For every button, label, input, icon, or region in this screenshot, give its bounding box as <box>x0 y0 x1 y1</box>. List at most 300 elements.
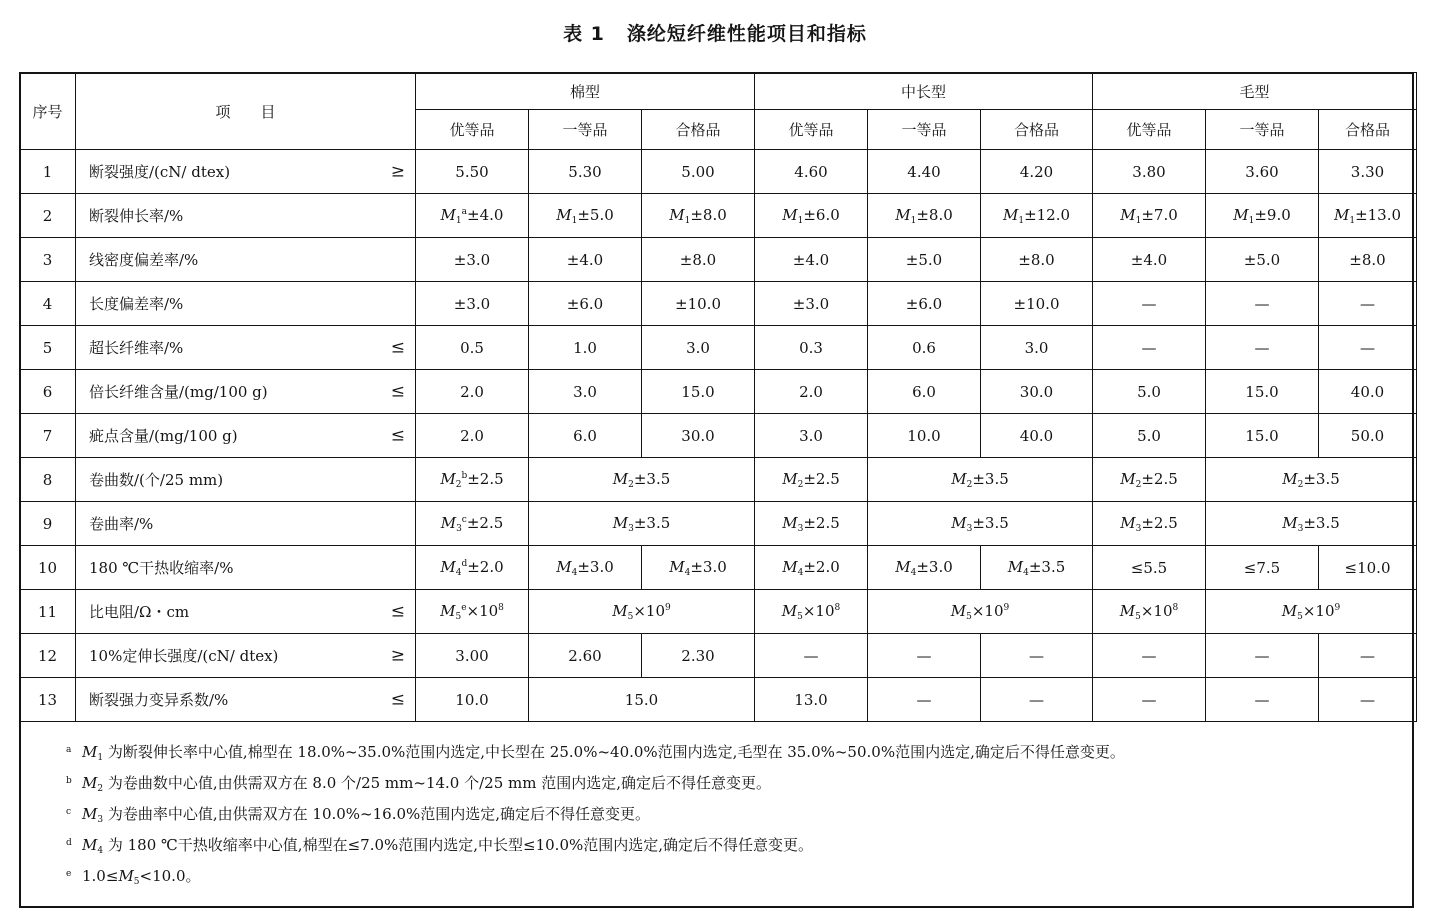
comparator: ≤ <box>390 689 405 710</box>
row-item <box>76 150 416 194</box>
value-cell <box>416 502 529 546</box>
symbol: M <box>82 743 98 761</box>
value-cell: 3.0 <box>642 326 755 370</box>
value-cell: 0.6 <box>868 326 981 370</box>
value-cell: 3.0 <box>529 370 642 414</box>
row-number: 12 <box>20 634 76 678</box>
cell-value: ±2.5 <box>466 513 504 532</box>
symbol: M <box>612 601 628 620</box>
value-cell: 2.0 <box>755 370 868 414</box>
value-cell <box>642 194 755 238</box>
comparator: ≥ <box>390 645 405 666</box>
row-number: 1 <box>20 150 76 194</box>
row-number: 13 <box>20 678 76 722</box>
symbol-subscript: 1 <box>797 215 804 226</box>
symbol: M <box>612 469 629 488</box>
symbol: M <box>1282 513 1298 532</box>
row-number: 4 <box>20 282 76 326</box>
value-cell: — <box>1206 634 1319 678</box>
footnote-prefix: 1.0≤ <box>82 867 119 885</box>
cell-value: ±12.0 <box>1024 205 1071 224</box>
cell-value: ×10 <box>971 601 1004 620</box>
comparator: ≤ <box>390 381 405 402</box>
value-cell: ±4.0 <box>755 238 868 282</box>
symbol-subscript: 4 <box>797 567 804 578</box>
value-cell: 6.0 <box>868 370 981 414</box>
table-row <box>20 150 1417 194</box>
footnote-mark: c <box>461 514 467 525</box>
value-cell: ±4.0 <box>1093 238 1206 282</box>
header-group-midlength: 中长型 <box>755 73 1093 110</box>
cell-value: ±3.5 <box>1303 469 1340 488</box>
value-cell <box>529 458 755 502</box>
value-cell <box>416 458 529 502</box>
value-cell: ±3.0 <box>755 282 868 326</box>
symbol-subscript: 3 <box>97 815 104 825</box>
value-cell: 15.0 <box>642 370 755 414</box>
symbol: M <box>1281 601 1298 620</box>
value-cell: — <box>981 634 1093 678</box>
value-cell: — <box>1206 678 1319 722</box>
exponent: 8 <box>498 602 504 613</box>
symbol-subscript: 1 <box>684 215 691 226</box>
value-cell: — <box>868 678 981 722</box>
symbol: M <box>782 469 798 488</box>
cell-value: ±8.0 <box>690 205 727 224</box>
value-cell <box>868 194 981 238</box>
value-cell <box>755 546 868 590</box>
value-cell: 3.00 <box>416 634 529 678</box>
value-cell: ±5.0 <box>1206 238 1319 282</box>
value-cell: 2.60 <box>529 634 642 678</box>
cell-value: ×10 <box>1302 601 1335 620</box>
cell-value: ±2.5 <box>1141 513 1178 532</box>
value-cell <box>529 194 642 238</box>
value-cell: — <box>1093 282 1206 326</box>
value-cell <box>868 546 981 590</box>
value-cell <box>529 590 755 634</box>
symbol: M <box>895 557 911 576</box>
symbol-subscript: 5 <box>797 611 803 622</box>
symbol: M <box>782 513 798 532</box>
symbol: M <box>895 205 911 224</box>
footnote-mark: c <box>66 807 72 817</box>
item-label: 断裂强度/(cN/ dtex) <box>89 163 231 181</box>
value-cell: ±10.0 <box>642 282 755 326</box>
row-number: 11 <box>20 590 76 634</box>
value-cell: 4.60 <box>755 150 868 194</box>
value-cell: ±5.0 <box>868 238 981 282</box>
item-label: 比电阻/Ω・cm <box>89 603 190 621</box>
footnote <box>66 828 1396 859</box>
value-cell: 2.30 <box>642 634 755 678</box>
symbol-subscript: 2 <box>966 479 973 490</box>
row-item <box>76 326 416 370</box>
header-group-wool: 毛型 <box>1093 73 1417 110</box>
value-cell: 4.40 <box>868 150 981 194</box>
symbol-subscript: 1 <box>1018 215 1025 226</box>
value-cell: — <box>1093 326 1206 370</box>
footnote-mark: b <box>461 470 468 481</box>
row-item <box>76 370 416 414</box>
value-cell: — <box>1319 282 1417 326</box>
value-cell: ≤10.0 <box>1319 546 1417 590</box>
symbol-subscript: 2 <box>97 784 104 794</box>
table-row <box>20 414 1417 458</box>
comparator: ≤ <box>390 337 405 358</box>
exponent: 9 <box>665 602 671 613</box>
footnote-text: 为断裂伸长率中心值,棉型在 18.0%~35.0%范围内选定,中长型在 25.0%~40.0%范围内选定,毛型在 35.0%~50.0%范围内选定,确定后不得任意变更。 <box>103 743 1125 761</box>
footnote-mark: b <box>66 776 72 786</box>
cell-value: ±8.0 <box>916 205 953 224</box>
footnote-text: 为卷曲数中心值,由供需双方在 8.0 个/25 mm~14.0 个/25 mm 范围内选定,确定后不得任意变更。 <box>103 774 772 792</box>
symbol: M <box>1120 513 1136 532</box>
value-cell: — <box>1093 678 1206 722</box>
symbol-subscript: 3 <box>1297 523 1304 534</box>
value-cell: 40.0 <box>981 414 1093 458</box>
symbol-subscript: 1 <box>1135 215 1142 226</box>
symbol: M <box>1119 601 1136 620</box>
value-cell <box>642 546 755 590</box>
value-cell <box>1093 194 1206 238</box>
value-cell <box>416 546 529 590</box>
cell-value: ±6.0 <box>803 205 840 224</box>
row-item <box>76 678 416 722</box>
row-number: 5 <box>20 326 76 370</box>
symbol-subscript: 4 <box>1023 567 1029 578</box>
symbol-subscript: 1 <box>97 753 104 763</box>
symbol: M <box>82 774 98 792</box>
value-cell <box>1093 458 1206 502</box>
item-label: 断裂强力变异系数/% <box>89 691 229 709</box>
item-label: 线密度偏差率/% <box>89 251 199 269</box>
cell-value: ±5.0 <box>577 205 614 224</box>
value-cell: 15.0 <box>1206 414 1319 458</box>
symbol-subscript: 4 <box>910 567 917 578</box>
symbol-subscript: 4 <box>684 567 691 578</box>
symbol: M <box>82 836 98 854</box>
value-cell: 5.0 <box>1093 414 1206 458</box>
symbol: M <box>1233 205 1249 224</box>
symbol: M <box>781 601 798 620</box>
value-cell <box>981 546 1093 590</box>
row-number: 9 <box>20 502 76 546</box>
symbol: M <box>782 205 798 224</box>
footnote-text: 为卷曲率中心值,由供需双方在 10.0%~16.0%范围内选定,确定后不得任意变更。 <box>103 805 651 823</box>
symbol-subscript: 5 <box>627 611 634 622</box>
value-cell: 50.0 <box>1319 414 1417 458</box>
symbol: M <box>440 469 456 488</box>
symbol-subscript: 4 <box>455 567 462 578</box>
row-item <box>76 238 416 282</box>
table-row <box>20 238 1417 282</box>
header-grade: 合格品 <box>642 110 755 150</box>
header-item: 项 目 <box>76 73 416 150</box>
value-cell: ±8.0 <box>981 238 1093 282</box>
value-cell <box>755 502 868 546</box>
value-cell <box>529 546 642 590</box>
value-cell <box>755 458 868 502</box>
cell-value: ±2.5 <box>1141 469 1178 488</box>
value-cell <box>1206 502 1417 546</box>
value-cell: 15.0 <box>529 678 755 722</box>
value-cell: 0.3 <box>755 326 868 370</box>
footnote <box>66 766 1396 797</box>
cell-value: ×10 <box>466 601 499 620</box>
cell-value: ±2.5 <box>803 513 840 532</box>
value-cell: — <box>1319 678 1417 722</box>
value-cell: 30.0 <box>642 414 755 458</box>
value-cell: 30.0 <box>981 370 1093 414</box>
value-cell: — <box>981 678 1093 722</box>
header-grade: 合格品 <box>1319 110 1417 150</box>
header-group-cotton: 棉型 <box>416 73 755 110</box>
symbol-subscript: 5 <box>1135 611 1141 622</box>
cell-value: ×10 <box>633 601 665 620</box>
footnote <box>66 735 1396 766</box>
cell-value: ±3.5 <box>1303 513 1340 532</box>
header-grade: 一等品 <box>868 110 981 150</box>
symbol-subscript: 3 <box>628 523 634 534</box>
value-cell: 1.0 <box>529 326 642 370</box>
value-cell <box>868 590 1093 634</box>
symbol-subscript: 1 <box>910 215 917 226</box>
value-cell: 3.0 <box>755 414 868 458</box>
symbol-subscript: 3 <box>456 523 462 534</box>
symbol: M <box>1282 469 1298 488</box>
symbol: M <box>440 557 456 576</box>
value-cell: — <box>1319 326 1417 370</box>
symbol: M <box>82 805 98 823</box>
symbol-subscript: 1 <box>1349 215 1356 226</box>
comparator: ≥ <box>390 161 405 182</box>
value-cell: 5.30 <box>529 150 642 194</box>
symbol-subscript: 5 <box>966 611 972 622</box>
item-label: 倍长纤维含量/(mg/100 g) <box>89 383 268 401</box>
symbol: M <box>1120 205 1136 224</box>
symbol-subscript: 3 <box>797 523 804 534</box>
symbol: M <box>440 205 456 224</box>
row-item <box>76 194 416 238</box>
value-cell: — <box>868 634 981 678</box>
header-grade: 一等品 <box>529 110 642 150</box>
symbol-subscript: 2 <box>455 479 462 490</box>
footnote-text: <10.0。 <box>139 867 201 885</box>
value-cell: ±3.0 <box>416 282 529 326</box>
header-grade: 优等品 <box>416 110 529 150</box>
header-grade: 优等品 <box>1093 110 1206 150</box>
value-cell: 10.0 <box>416 678 529 722</box>
footnote-mark: d <box>66 838 72 848</box>
row-number: 3 <box>20 238 76 282</box>
table-caption: 涤纶短纤维性能项目和指标 <box>626 23 867 45</box>
comparator: ≤ <box>390 601 405 622</box>
value-cell: — <box>1093 634 1206 678</box>
cell-value: ±3.5 <box>972 469 1009 488</box>
symbol: M <box>1120 469 1136 488</box>
symbol: M <box>556 205 572 224</box>
value-cell: 40.0 <box>1319 370 1417 414</box>
comparator: ≤ <box>390 425 405 446</box>
row-number: 6 <box>20 370 76 414</box>
symbol: M <box>1333 205 1350 224</box>
symbol: M <box>1007 557 1024 576</box>
item-label: 10%定伸长强度/(cN/ dtex) <box>89 647 279 665</box>
value-cell: — <box>755 634 868 678</box>
cell-value: ±7.0 <box>1141 205 1178 224</box>
value-cell: 2.0 <box>416 370 529 414</box>
value-cell: — <box>1206 282 1319 326</box>
value-cell: ≤5.5 <box>1093 546 1206 590</box>
table-row <box>20 590 1417 634</box>
item-label: 超长纤维率/% <box>89 339 184 357</box>
symbol: M <box>782 557 798 576</box>
cell-value: ±3.0 <box>577 557 614 576</box>
cell-value: ×10 <box>802 601 835 620</box>
value-cell: 2.0 <box>416 414 529 458</box>
symbol: M <box>556 557 572 576</box>
footnote-mark: a <box>66 745 72 755</box>
table-row <box>20 546 1417 590</box>
value-cell: 0.5 <box>416 326 529 370</box>
symbol-subscript: 2 <box>628 479 634 490</box>
row-item <box>76 282 416 326</box>
cell-value: ±3.5 <box>972 513 1009 532</box>
value-cell: 5.0 <box>1093 370 1206 414</box>
value-cell: ±4.0 <box>529 238 642 282</box>
value-cell: — <box>1319 634 1417 678</box>
footnote-mark: a <box>461 206 468 217</box>
value-cell <box>1206 194 1319 238</box>
item-label: 卷曲率/% <box>89 515 154 533</box>
symbol: M <box>612 513 629 532</box>
symbol: M <box>951 469 967 488</box>
value-cell <box>1319 194 1417 238</box>
cell-value: ×10 <box>1140 601 1173 620</box>
cell-value: ±3.5 <box>633 469 671 488</box>
header-grade: 合格品 <box>981 110 1093 150</box>
symbol: M <box>951 513 967 532</box>
symbol-subscript: 5 <box>133 877 140 887</box>
value-cell: 10.0 <box>868 414 981 458</box>
symbol: M <box>440 513 457 532</box>
value-cell <box>416 590 529 634</box>
cell-value: ±4.0 <box>467 205 504 224</box>
value-cell <box>1093 502 1206 546</box>
row-number: 7 <box>20 414 76 458</box>
cell-value: ±3.5 <box>1028 557 1066 576</box>
value-cell: ±10.0 <box>981 282 1093 326</box>
table-footnotes <box>66 735 1396 890</box>
value-cell <box>868 502 1093 546</box>
row-number: 2 <box>20 194 76 238</box>
row-item <box>76 546 416 590</box>
symbol-subscript: 5 <box>455 611 462 622</box>
symbol-subscript: 3 <box>966 523 973 534</box>
value-cell: 6.0 <box>529 414 642 458</box>
symbol-subscript: 2 <box>1297 479 1304 490</box>
value-cell: ±8.0 <box>1319 238 1417 282</box>
value-cell <box>416 194 529 238</box>
header-grade: 一等品 <box>1206 110 1319 150</box>
value-cell: 15.0 <box>1206 370 1319 414</box>
footnote <box>66 859 1396 890</box>
value-cell: 3.30 <box>1319 150 1417 194</box>
table-row <box>20 458 1417 502</box>
item-label: 180 ℃干热收缩率/% <box>89 559 234 577</box>
table-row <box>20 194 1417 238</box>
cell-value: ±3.0 <box>690 557 727 576</box>
item-label: 疵点含量/(mg/100 g) <box>89 427 238 445</box>
symbol-subscript: 2 <box>797 479 804 490</box>
cell-value: ±13.0 <box>1355 205 1402 224</box>
value-cell: ±6.0 <box>529 282 642 326</box>
value-cell: ±8.0 <box>642 238 755 282</box>
header-grade: 优等品 <box>755 110 868 150</box>
symbol-subscript: 2 <box>1135 479 1142 490</box>
table-row <box>20 370 1417 414</box>
exponent: 8 <box>1172 602 1179 613</box>
symbol: M <box>950 601 967 620</box>
item-label: 长度偏差率/% <box>89 295 184 313</box>
row-item <box>76 502 416 546</box>
symbol-subscript: 3 <box>1135 523 1142 534</box>
cell-value: ±3.0 <box>916 557 953 576</box>
table-row <box>20 326 1417 370</box>
cell-value: ±2.0 <box>467 557 504 576</box>
row-item <box>76 458 416 502</box>
footnote-mark: d <box>461 558 468 569</box>
cell-value: ±2.0 <box>803 557 840 576</box>
exponent: 8 <box>834 602 841 613</box>
value-cell <box>1093 590 1206 634</box>
value-cell <box>1206 590 1417 634</box>
table-row <box>20 282 1417 326</box>
symbol-subscript: 1 <box>455 215 462 226</box>
value-cell <box>981 194 1093 238</box>
symbol: M <box>669 557 685 576</box>
symbol-subscript: 4 <box>97 846 104 856</box>
exponent: 9 <box>1003 602 1010 613</box>
cell-value: ±3.5 <box>633 513 671 532</box>
value-cell: 3.60 <box>1206 150 1319 194</box>
value-cell: 5.50 <box>416 150 529 194</box>
row-number: 10 <box>20 546 76 590</box>
symbol-subscript: 4 <box>571 567 578 578</box>
table-row <box>20 634 1417 678</box>
value-cell: 5.00 <box>642 150 755 194</box>
symbol: M <box>118 867 134 885</box>
row-item <box>76 634 416 678</box>
item-label: 断裂伸长率/% <box>89 207 184 225</box>
value-cell <box>868 458 1093 502</box>
value-cell: 13.0 <box>755 678 868 722</box>
cell-value: ±2.5 <box>467 469 504 488</box>
value-cell: 3.80 <box>1093 150 1206 194</box>
footnote-mark: e <box>461 602 467 613</box>
table-number: 表 1 <box>563 23 605 45</box>
symbol-subscript: 5 <box>1297 611 1303 622</box>
symbol: M <box>1002 205 1019 224</box>
value-cell <box>755 590 868 634</box>
exponent: 9 <box>1334 602 1341 613</box>
symbol: M <box>440 601 456 620</box>
value-cell <box>529 502 755 546</box>
value-cell: 4.20 <box>981 150 1093 194</box>
footnote-mark: e <box>66 869 72 879</box>
footnote-text: 为 180 ℃干热收缩率中心值,棉型在≤7.0%范围内选定,中长型≤10.0%范围内选定,确定后不得任意变更。 <box>103 836 814 854</box>
row-item <box>76 414 416 458</box>
